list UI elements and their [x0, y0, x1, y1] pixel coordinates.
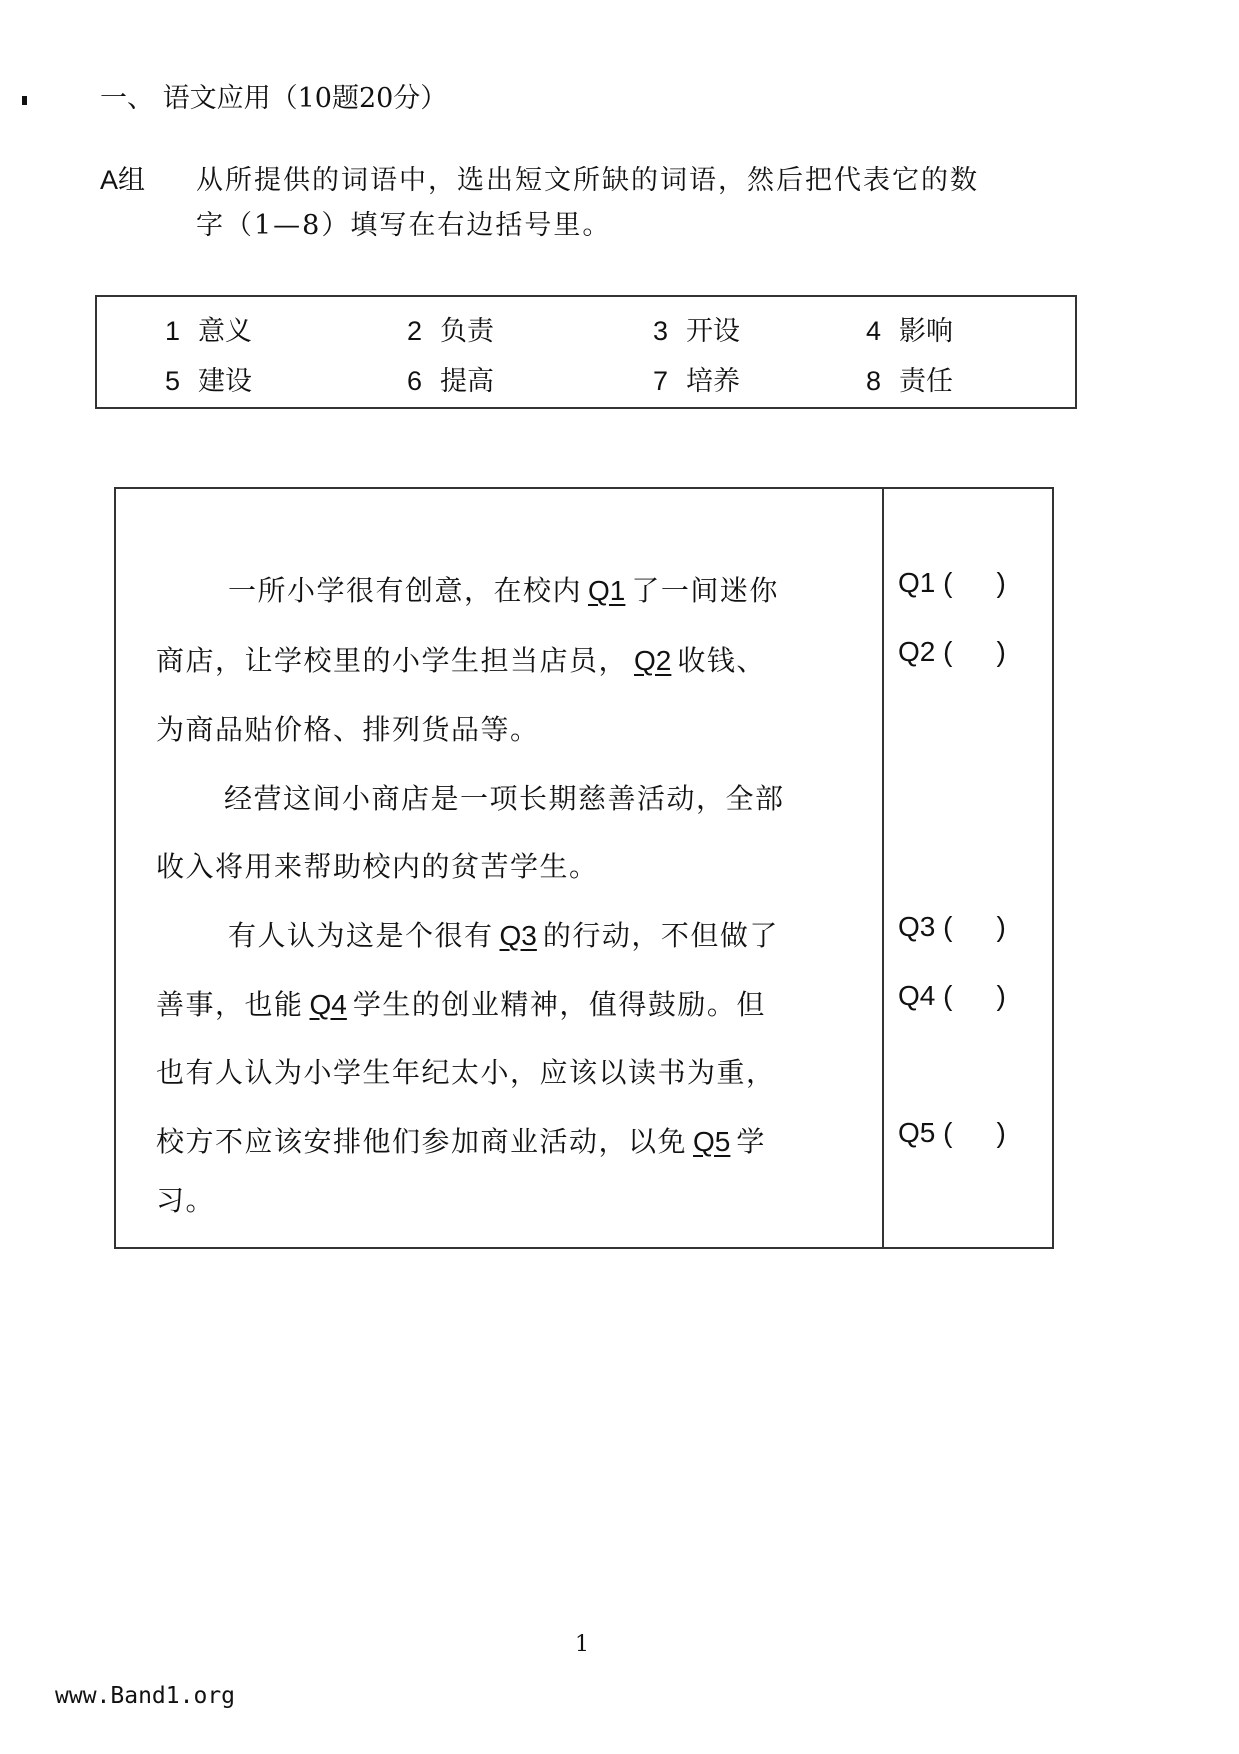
answer-slot-q5[interactable]: Q5 ( )	[898, 1117, 1006, 1148]
word-bank-item: 3 开设	[653, 316, 741, 347]
section-title: 一、 语文应用（10题20分）	[100, 83, 448, 114]
blank-q5: Q5	[693, 1126, 731, 1157]
instruction-line-2: 字（1—8）填写在右边括号里。	[196, 210, 612, 241]
blank-q3: Q3	[499, 920, 537, 951]
blank-q2: Q2	[634, 645, 672, 676]
scan-mark	[22, 96, 27, 105]
page-number: 1	[575, 1632, 589, 1657]
passage-line: 商店，让学校里的小学生担当店员， Q2 收钱、	[156, 644, 766, 677]
passage-line: 一所小学很有创意，在校内 Q1 了一间迷你	[228, 574, 779, 607]
passage-line: 经营这间小商店是一项长期慈善活动，全部	[224, 782, 785, 815]
group-label: A组	[100, 165, 146, 195]
answer-column-divider	[882, 487, 884, 1249]
blank-q1: Q1	[588, 575, 626, 606]
answer-slot-q1[interactable]: Q1 ( )	[898, 567, 1006, 598]
group-instruction	[196, 158, 1076, 248]
word-bank-item: 6 提高	[407, 366, 495, 397]
passage-line: 习。	[156, 1184, 216, 1217]
footer-url: www.Band1.org	[55, 1683, 236, 1709]
answer-slot-q3[interactable]: Q3 ( )	[898, 911, 1006, 942]
word-bank-item: 8 责任	[866, 366, 954, 397]
word-bank-item: 4 影响	[866, 316, 954, 347]
answer-slot-q4[interactable]: Q4 ( )	[898, 980, 1006, 1011]
word-bank-item: 5 建设	[165, 366, 253, 397]
instruction-line-1: 从所提供的词语中，选出短文所缺的词语，然后把代表它的数	[196, 165, 979, 196]
word-bank-item: 2 负责	[407, 316, 495, 347]
word-bank-item: 1 意义	[165, 316, 253, 347]
blank-q4: Q4	[309, 989, 347, 1020]
word-bank-box	[95, 295, 1077, 409]
passage-line: 为商品贴价格、排列货品等。	[156, 713, 540, 746]
passage-line: 有人认为这是个很有 Q3 的行动，不但做了	[228, 919, 779, 952]
word-bank-item: 7 培养	[653, 366, 741, 397]
passage-line: 也有人认为小学生年纪太小，应该以读书为重，	[156, 1056, 776, 1089]
passage-line: 校方不应该安排他们参加商业活动，以免 Q5 学	[156, 1125, 766, 1158]
passage-line: 善事，也能 Q4 学生的创业精神，值得鼓励。但	[156, 988, 766, 1021]
answer-slot-q2[interactable]: Q2 ( )	[898, 636, 1006, 667]
passage-line: 收入将用来帮助校内的贫苦学生。	[156, 850, 599, 883]
